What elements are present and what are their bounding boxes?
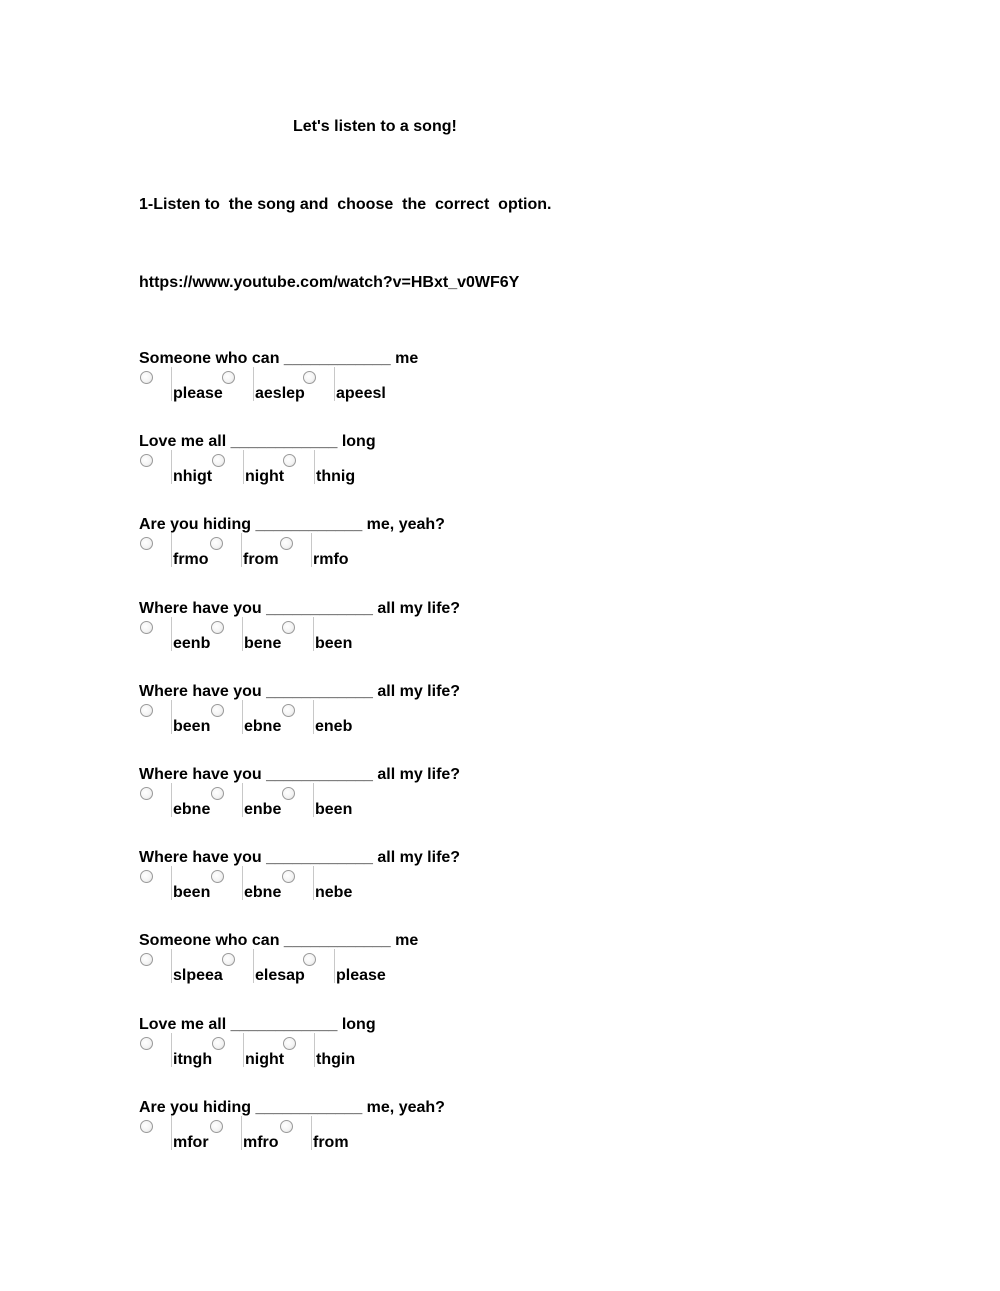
option-label: itngh: [173, 1051, 213, 1068]
radio-button[interactable]: [211, 704, 224, 717]
question-text: Where have you ____________ all my life?: [139, 683, 461, 700]
option-divider: [314, 450, 315, 484]
radio-button[interactable]: [140, 1037, 153, 1050]
radio-button[interactable]: [211, 870, 224, 883]
radio-button[interactable]: [282, 704, 295, 717]
radio-button[interactable]: [140, 621, 153, 634]
option-divider: [171, 700, 172, 734]
option-divider: [243, 450, 244, 484]
option-divider: [253, 367, 254, 401]
option-label: ebne: [173, 801, 211, 818]
option-divider: [242, 783, 243, 817]
option-divider: [334, 949, 335, 983]
option-label: nhigt: [173, 468, 213, 485]
option-label: please: [336, 967, 386, 984]
option-divider: [313, 783, 314, 817]
question-text: Are you hiding ____________ me, yeah?: [139, 516, 445, 533]
option-label: mfro: [243, 1134, 279, 1151]
radio-button[interactable]: [222, 371, 235, 384]
option-label: please: [173, 385, 223, 402]
question-text: Someone who can ____________ me: [139, 350, 419, 367]
radio-button[interactable]: [140, 704, 153, 717]
instruction-text: 1-Listen to the song and choose the correct option.: [139, 196, 552, 213]
radio-button[interactable]: [140, 371, 153, 384]
option-label: thnig: [316, 468, 356, 485]
option-label: night: [245, 1051, 285, 1068]
question-text: Where have you ____________ all my life?: [139, 849, 461, 866]
option-label: been: [315, 801, 353, 818]
option-label: from: [313, 1134, 349, 1151]
option-label: eenb: [173, 635, 211, 652]
option-label: eneb: [315, 718, 353, 735]
question-text: Are you hiding ____________ me, yeah?: [139, 1099, 445, 1116]
option-label: from: [243, 551, 279, 568]
option-label: frmo: [173, 551, 209, 568]
radio-button[interactable]: [280, 537, 293, 550]
radio-button[interactable]: [282, 787, 295, 800]
option-divider: [313, 700, 314, 734]
option-label: ebne: [244, 884, 282, 901]
radio-button[interactable]: [140, 1120, 153, 1133]
question-text: Where have you ____________ all my life?: [139, 600, 461, 617]
option-divider: [242, 866, 243, 900]
option-divider: [171, 533, 172, 567]
question-block: [0, 850, 1000, 910]
question-block: [0, 517, 1000, 577]
option-label: enbe: [244, 801, 282, 818]
question-text: Love me all ____________ long: [139, 1016, 376, 1033]
radio-button[interactable]: [212, 1037, 225, 1050]
option-divider: [171, 783, 172, 817]
question-block: [0, 351, 1000, 411]
option-label: night: [245, 468, 285, 485]
radio-button[interactable]: [140, 537, 153, 550]
radio-button[interactable]: [212, 454, 225, 467]
question-block: [0, 767, 1000, 827]
radio-button[interactable]: [222, 953, 235, 966]
question-block: [0, 1017, 1000, 1077]
option-divider: [171, 949, 172, 983]
question-block: [0, 434, 1000, 494]
question-block: [0, 601, 1000, 661]
question-block: [0, 684, 1000, 744]
radio-button[interactable]: [282, 621, 295, 634]
page-title: Let's listen to a song!: [293, 118, 457, 135]
option-label: bene: [244, 635, 282, 652]
option-divider: [241, 533, 242, 567]
option-divider: [171, 1033, 172, 1067]
option-divider: [311, 1116, 312, 1150]
option-divider: [311, 533, 312, 567]
question-text: Where have you ____________ all my life?: [139, 766, 461, 783]
question-text: Love me all ____________ long: [139, 433, 376, 450]
option-label: elesap: [255, 967, 305, 984]
radio-button[interactable]: [211, 787, 224, 800]
song-link[interactable]: https://www.youtube.com/watch?v=HBxt_v0WF6Y: [139, 274, 520, 291]
radio-button[interactable]: [303, 953, 316, 966]
radio-button[interactable]: [282, 870, 295, 883]
option-divider: [242, 617, 243, 651]
option-label: rmfo: [313, 551, 349, 568]
radio-button[interactable]: [140, 953, 153, 966]
radio-button[interactable]: [140, 787, 153, 800]
option-label: mfor: [173, 1134, 209, 1151]
option-label: been: [173, 884, 211, 901]
option-label: been: [173, 718, 211, 735]
option-divider: [241, 1116, 242, 1150]
option-divider: [313, 866, 314, 900]
option-divider: [314, 1033, 315, 1067]
radio-button[interactable]: [280, 1120, 293, 1133]
option-divider: [171, 450, 172, 484]
option-divider: [171, 866, 172, 900]
option-label: thgin: [316, 1051, 356, 1068]
option-label: apeesl: [336, 385, 386, 402]
radio-button[interactable]: [211, 621, 224, 634]
option-label: slpeea: [173, 967, 223, 984]
question-block: [0, 933, 1000, 993]
radio-button[interactable]: [210, 1120, 223, 1133]
radio-button[interactable]: [140, 454, 153, 467]
option-divider: [253, 949, 254, 983]
option-divider: [171, 617, 172, 651]
option-divider: [334, 367, 335, 401]
option-label: nebe: [315, 884, 353, 901]
option-divider: [171, 1116, 172, 1150]
option-divider: [242, 700, 243, 734]
radio-button[interactable]: [303, 371, 316, 384]
radio-button[interactable]: [283, 454, 296, 467]
option-divider: [243, 1033, 244, 1067]
radio-button[interactable]: [140, 870, 153, 883]
option-divider: [313, 617, 314, 651]
question-block: [0, 1100, 1000, 1160]
option-label: ebne: [244, 718, 282, 735]
radio-button[interactable]: [210, 537, 223, 550]
option-label: been: [315, 635, 353, 652]
radio-button[interactable]: [283, 1037, 296, 1050]
question-text: Someone who can ____________ me: [139, 932, 419, 949]
option-divider: [171, 367, 172, 401]
option-label: aeslep: [255, 385, 305, 402]
